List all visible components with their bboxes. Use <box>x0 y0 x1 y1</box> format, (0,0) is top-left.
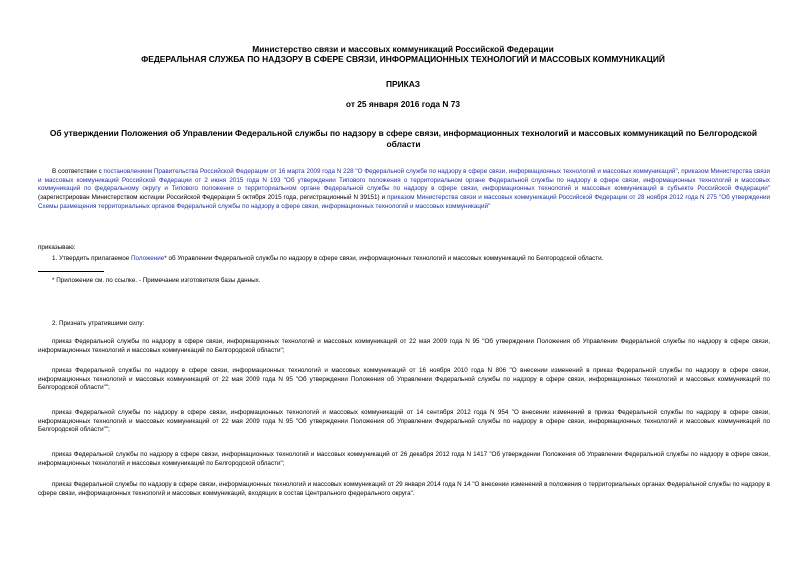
footnote-divider <box>38 271 104 272</box>
preamble-text-2: , <box>677 168 682 175</box>
revoked-order-1: приказ Федеральной службы по надзору в сфере связи, информационных технологий и массовых коммуникаций от 22 мая 2009 года N 95 "Об утверждении Положения об Управлении Федеральной службы по надзору в сфере связи, информационных технологий и массовых коммуникаций по Белгородской области"; <box>38 338 770 354</box>
preamble-text-3: (зарегистрирован Министерством юстиции Российской Федерации 5 октября 2015 года, регистрационный N 39151) и <box>38 194 388 202</box>
document-title: Об утверждении Положения об Управлении Федеральной службы по надзору в сфере связи, информационных технологий и массовых коммуникаций по Белгородской области <box>49 128 758 149</box>
preamble-text-1: В соответствии с <box>52 168 104 175</box>
document-type: ПРИКАЗ <box>385 79 421 89</box>
revoked-order-3: приказ Федеральной службы по надзору в сфере связи, информационных технологий и массовых коммуникаций от 14 сентября 2012 года N 954 "О внесении изменений в приказ Федеральной службы по надзору в сфере связи, информационных технологий и массовых коммуникаций от 22 мая 2009 года N 95 "Об утверждении Положения об Управлении Федеральной службы по надзору в сфере связи, информационных технологий и массовых коммуникаций по Белгородской области""; <box>38 409 770 434</box>
service-name: ФЕДЕРАЛЬНАЯ СЛУЖБА ПО НАДЗОРУ В СФЕРЕ СВЯЗИ, ИНФОРМАЦИОННЫХ ТЕХНОЛОГИЙ И МАССОВЫХ КОММУНИКАЦИЙ <box>141 54 665 64</box>
order-word: приказываю: <box>38 244 76 251</box>
item-1 <box>38 255 770 264</box>
link-government-resolution-228[interactable]: постановлением Правительства Российской Федерации от 16 марта 2009 года N 228 "О Федеральной службе по надзору в сфере связи, информационных технологий и массовых коммуникаций" <box>103 168 678 175</box>
footnote: * Приложение см. по ссылке. - Примечание изготовителя базы данных. <box>52 277 261 284</box>
link-ministry-order-193[interactable]: приказом Министерства связи и массовых коммуникаций Российской Федерации от 2 июня 2015 года N 193 "Об утверждении Типового положения о территориальном органе Федеральной службы по надзору в сфере связи, информационных технологий и массовых коммуникаций по федеральному округу и Типового положения о территориальном органе Федеральной службы по надзору в сфере связи, информационных технологий и массовых коммуникаций в субъекте Российской Федерации" <box>38 168 771 193</box>
item-2: 2. Признать утратившими силу: <box>52 320 145 327</box>
link-regulation[interactable]: Положение <box>130 255 165 262</box>
item-1-suffix: * об Управлении Федеральной службы по надзору в сфере связи, информационных технологий и массовых коммуникаций по Белгородской области. <box>164 255 604 262</box>
revoked-order-2: приказ Федеральной службы по надзору в сфере связи, информационных технологий и массовых коммуникаций от 16 ноября 2010 года N 806 "О внесении изменений в приказ Федеральной службы по надзору в сфере связи, информационных технологий и массовых коммуникаций от 22 мая 2009 года N 95 "Об утверждении Положения об Управлении Федеральной службы по надзору в сфере связи, информационных технологий и массовых коммуникаций по Белгородской области""; <box>38 367 770 392</box>
revoked-order-5: приказ Федеральной службы по надзору в сфере связи, информационных технологий и массовых коммуникаций от 29 января 2014 года N 14 "О внесении изменений в положения о территориальных органах Федеральной службы по надзору в сфере связи, информационных технологий и массовых коммуникаций, входящих в состав Центрального федерального округа". <box>38 481 770 497</box>
item-1-prefix: 1. Утвердить прилагаемое <box>52 255 131 262</box>
preamble-paragraph <box>38 168 770 212</box>
document-date-number: от 25 января 2016 года N 73 <box>345 99 461 109</box>
revoked-order-4: приказ Федеральной службы по надзору в сфере связи, информационных технологий и массовых коммуникаций от 26 декабря 2012 года N 1417 "Об утверждении Положения об Управлении Федеральной службы по надзору в сфере связи, информационных технологий и массовых коммуникаций по Белгородской области"; <box>38 451 770 467</box>
link-ministry-order-275[interactable]: приказом Министерства связи и массовых коммуникаций Российской Федерации от 28 ноября 2012 года N 275 "Об утверждении Схемы размещения территориальных органов Федеральной службы по надзору в сфере связи, информационных технологий и массовых коммуникаций" <box>38 194 770 210</box>
ministry-name: Министерство связи и массовых коммуникаций Российской Федерации <box>252 44 554 54</box>
